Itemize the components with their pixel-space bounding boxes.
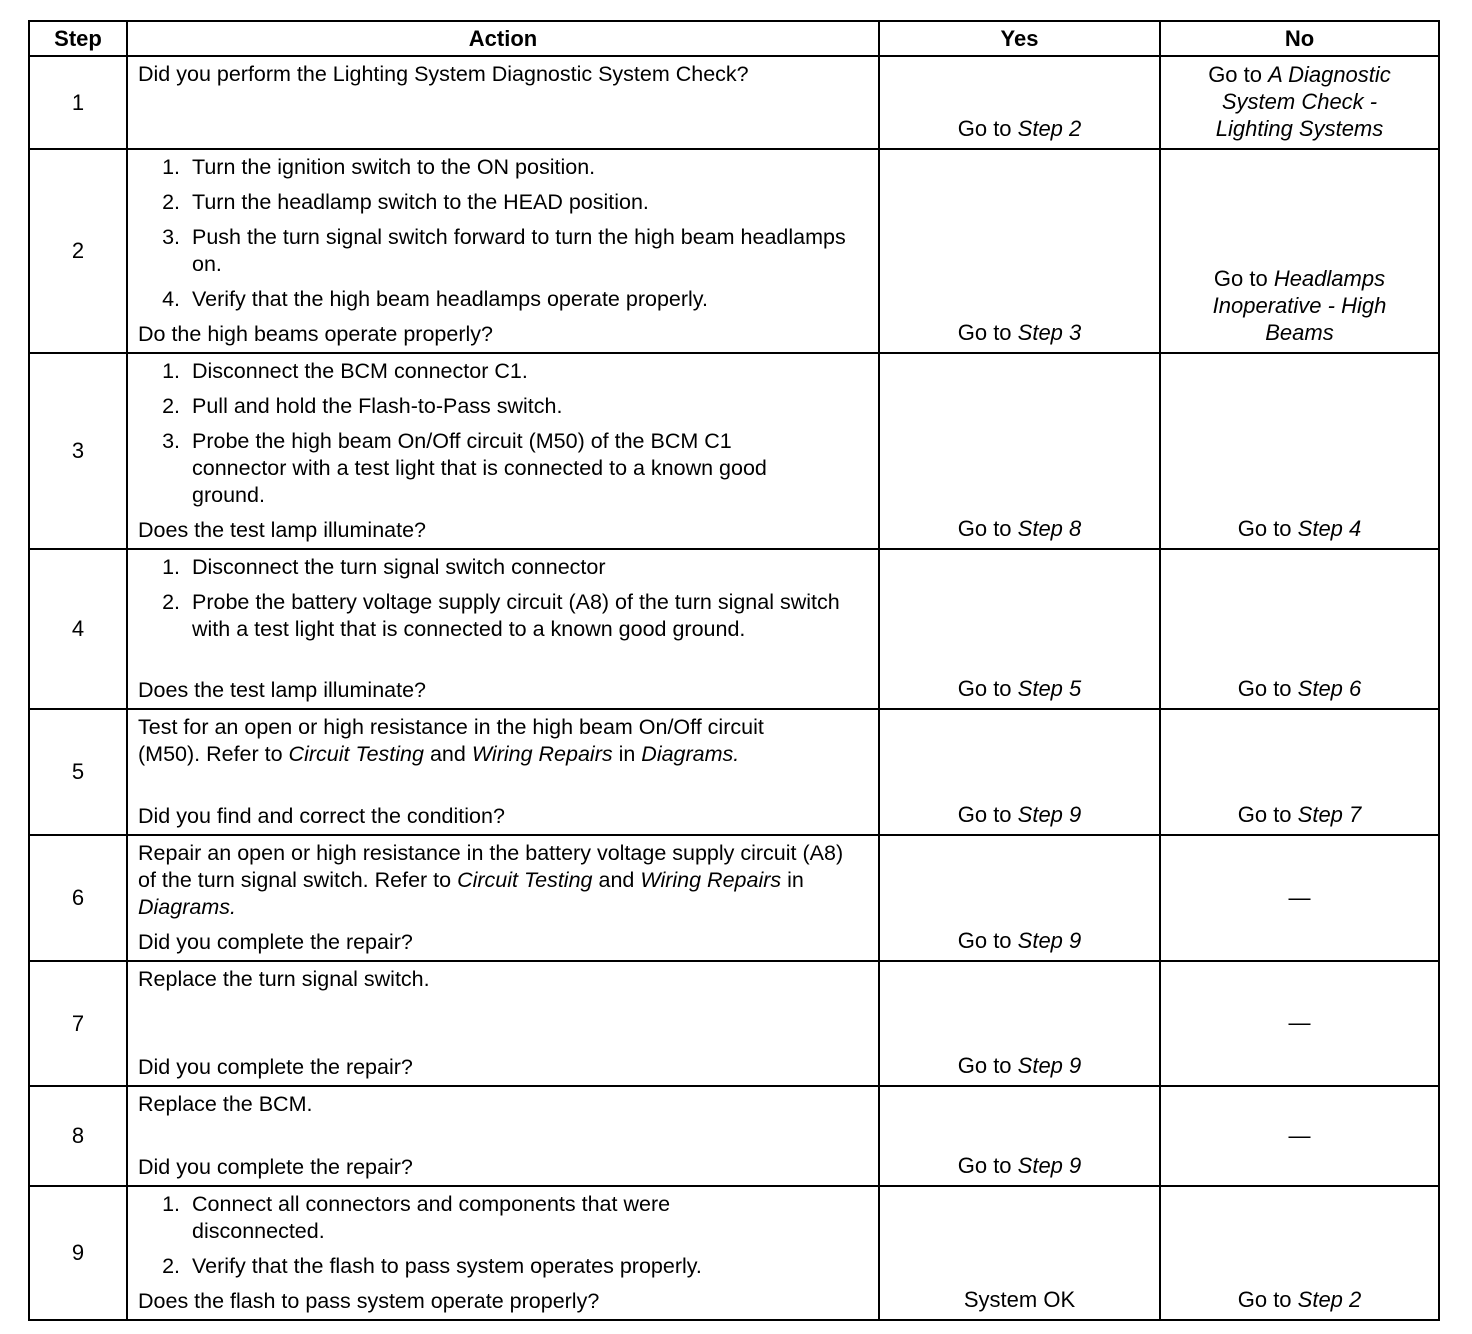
action-cell [127,549,879,709]
action-cell [127,149,879,353]
yes-cell [879,961,1160,1086]
step-number: 5 [29,709,127,835]
list-item: 1. Disconnect the BCM connector C1. [162,359,528,383]
no-prefix: Go to [1213,266,1274,291]
no-prefix: Go to [1237,676,1298,701]
yes-cell [879,1086,1160,1186]
yes-cell [879,1186,1160,1320]
list-item: 4. Verify that the high beam headlamps operate properly. [162,287,708,311]
no-dash: — [1288,1122,1311,1148]
no-dash: — [1288,1010,1311,1035]
no-prefix: Go to [1237,516,1298,541]
diagnostic-table [28,20,1440,1321]
list-item: 1. Connect all connectors and components that were disconnected. [162,1192,671,1243]
action-question: Did you complete the repair? [138,1155,413,1179]
yes-prefix: Go to [957,320,1018,345]
yes-prefix: Go to [957,676,1018,701]
no-cell [1160,835,1439,961]
no-dash: — [1288,884,1311,910]
no-cell [1160,1086,1439,1186]
action-cell [127,835,879,961]
action-cell [127,709,879,835]
list-item: 2. Turn the headlamp switch to the HEAD position. [162,190,649,214]
action-steps [138,154,868,321]
no-target: Headlamps Inoperative - High Beams [1212,266,1387,345]
no-cell [1160,56,1439,149]
no-prefix: Go to [1237,802,1298,827]
table-row [29,709,1439,835]
yes-target: Step 2 [1017,116,1082,141]
table-row [29,56,1439,149]
action-text: Did you perform the Lighting System Diagnostic System Check? [138,62,749,86]
yes-target: Step 9 [1017,928,1082,953]
action-steps [138,1191,868,1288]
no-target: Step 2 [1297,1287,1362,1312]
yes-target: Step 5 [1017,676,1082,701]
list-item: 2. Verify that the flash to pass system operates properly. [162,1254,702,1278]
step-number: 3 [29,353,127,549]
list-item: 2. Probe the battery voltage supply circuit (A8) of the turn signal switch with a test light that is connected to a known good ground. [162,590,840,641]
yes-target: Step 3 [1017,320,1082,345]
action-question: Did you complete the repair? [138,1055,413,1079]
step-number: 4 [29,549,127,709]
no-target: Step 4 [1297,516,1362,541]
yes-target: Step 9 [1017,802,1082,827]
no-cell [1160,709,1439,835]
action-text: Repair an open or high resistance in the battery voltage supply circuit (A8) of the turn signal switch. Refer to Circuit Testing and Wiring Repairs in Diagrams. [138,841,844,919]
no-target: Step 7 [1297,802,1362,827]
header-row [29,21,1439,56]
list-item: 3. Push the turn signal switch forward to turn the high beam headlamps on. [162,225,846,276]
no-cell [1160,353,1439,549]
step-number: 8 [29,1086,127,1186]
action-question: Did you find and correct the condition? [138,804,505,828]
yes-prefix: Go to [957,802,1018,827]
yes-cell [879,549,1160,709]
no-prefix: Go to [1237,1287,1298,1312]
action-steps [138,554,868,651]
header-no: No [1160,21,1439,56]
table-row [29,961,1439,1086]
list-item: 1. Turn the ignition switch to the ON position. [162,155,596,179]
no-target: Step 6 [1297,676,1362,701]
table-row [29,1086,1439,1186]
yes-prefix: Go to [957,1053,1018,1078]
step-number: 6 [29,835,127,961]
yes-result: System OK [963,1287,1076,1312]
yes-target: Step 8 [1017,516,1082,541]
no-cell [1160,549,1439,709]
yes-cell [879,709,1160,835]
step-number: 2 [29,149,127,353]
action-cell [127,1086,879,1186]
yes-cell [879,56,1160,149]
table-row [29,149,1439,353]
list-item: 2. Pull and hold the Flash-to-Pass switch. [162,394,563,418]
step-number: 1 [29,56,127,149]
action-question: Did you complete the repair? [138,930,413,954]
action-cell [127,56,879,149]
action-question: Does the flash to pass system operate properly? [138,1289,600,1313]
yes-prefix: Go to [957,516,1018,541]
yes-prefix: Go to [957,116,1018,141]
action-text: Test for an open or high resistance in the high beam On/Off circuit (M50). Refer to Circuit Testing and Wiring Repairs in Diagrams. [138,715,764,766]
yes-cell [879,835,1160,961]
yes-target: Step 9 [1017,1053,1082,1078]
yes-cell [879,353,1160,549]
table-row [29,353,1439,549]
action-question: Do the high beams operate properly? [138,322,493,346]
list-item: 3. Probe the high beam On/Off circuit (M50) of the BCM C1 connector with a test light that is connected to a known good ground. [162,429,767,507]
yes-target: Step 9 [1017,1153,1082,1178]
header-step: Step [29,21,127,56]
header-action: Action [127,21,879,56]
no-target: A Diagnostic System Check - Lighting Systems [1215,62,1391,141]
yes-cell [879,149,1160,353]
no-prefix: Go to [1208,62,1269,87]
action-steps [138,358,868,517]
action-text: Replace the BCM. [138,1092,313,1116]
no-cell [1160,149,1439,353]
table-row [29,1186,1439,1320]
action-cell [127,353,879,549]
action-cell [127,961,879,1086]
header-yes: Yes [879,21,1160,56]
no-cell [1160,961,1439,1086]
yes-prefix: Go to [957,928,1018,953]
no-cell [1160,1186,1439,1320]
action-cell [127,1186,879,1320]
table-row [29,549,1439,709]
list-item: 1. Disconnect the turn signal switch connector [162,555,606,579]
action-question: Does the test lamp illuminate? [138,518,427,542]
action-text: Replace the turn signal switch. [138,967,430,991]
action-question: Does the test lamp illuminate? [138,678,427,702]
table-row [29,835,1439,961]
yes-prefix: Go to [957,1153,1018,1178]
step-number: 7 [29,961,127,1086]
step-number: 9 [29,1186,127,1320]
